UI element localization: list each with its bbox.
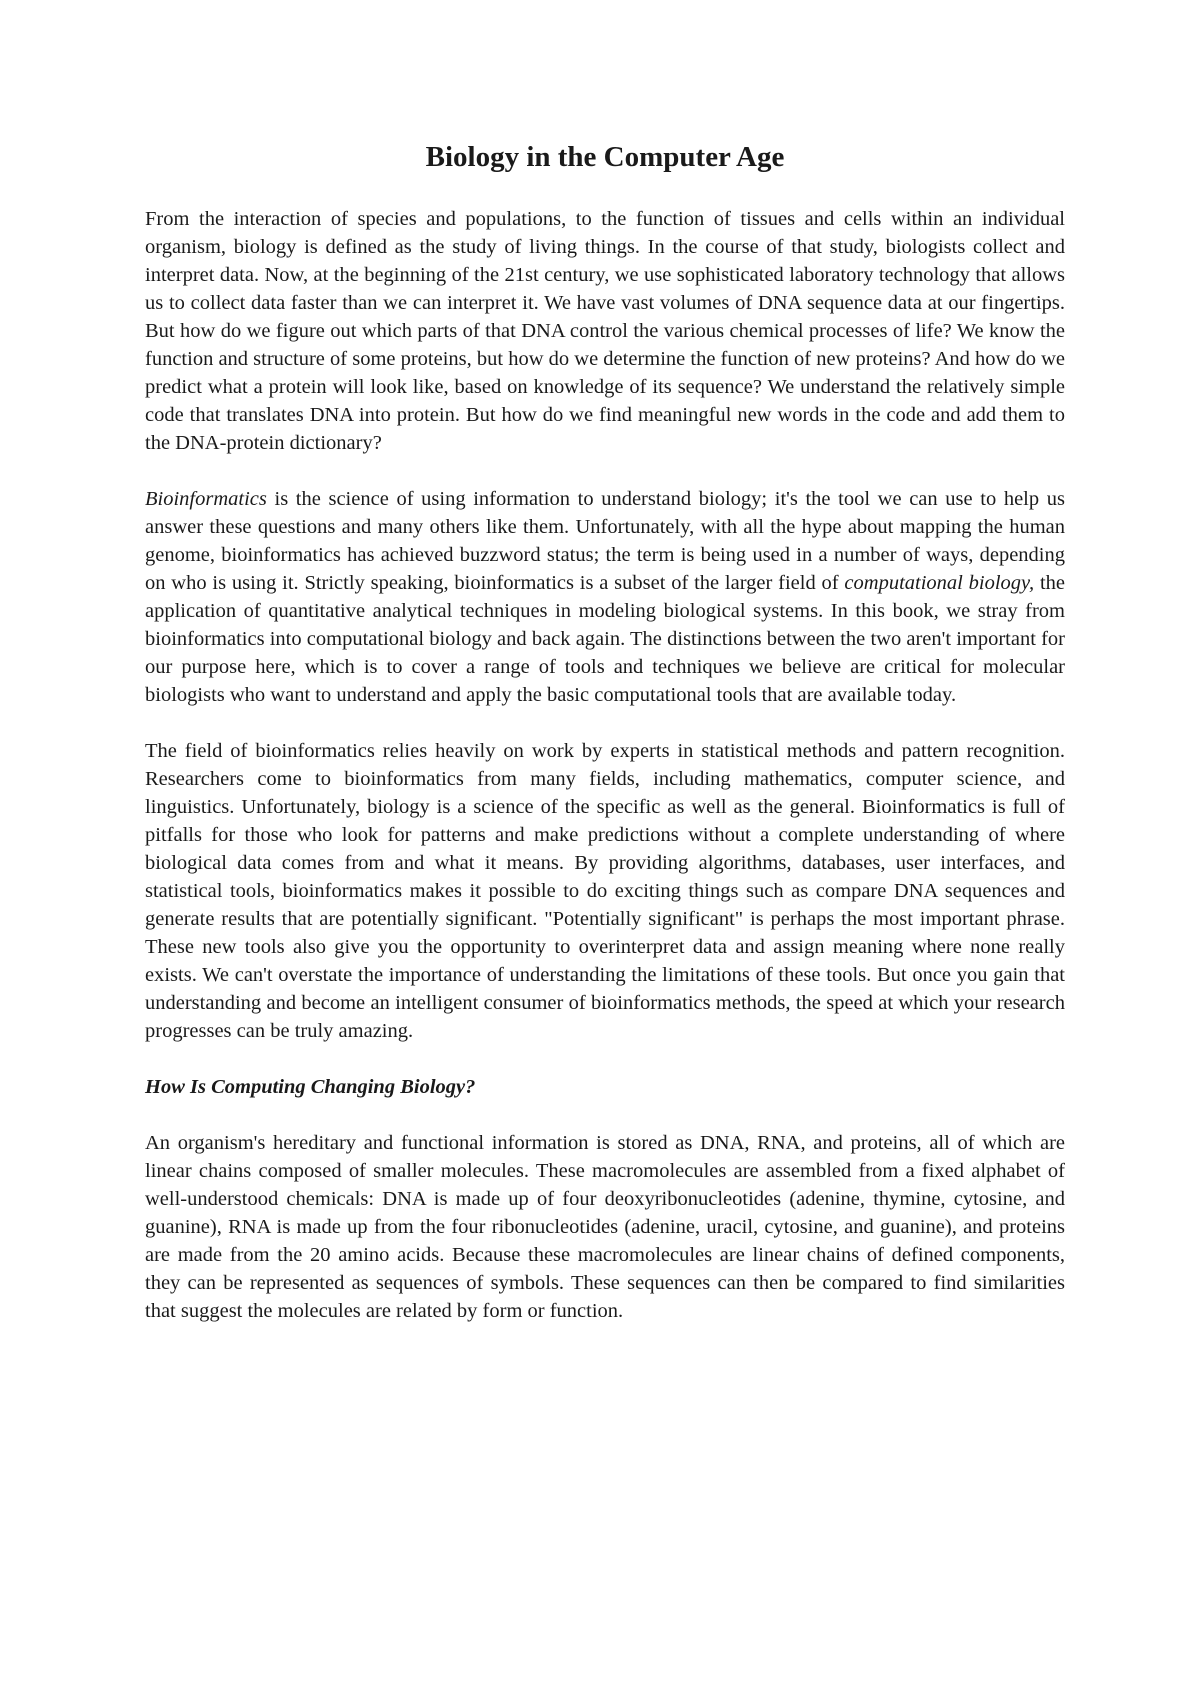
section-heading: How Is Computing Changing Biology? [145, 1075, 476, 1098]
page-title: Biology in the Computer Age [425, 141, 785, 173]
paragraph-computing: An organism's hereditary and functional information is stored as DNA, RNA, and proteins, all of which are linear chains composed of smaller molecules. These macromolecules are assembled from a fixed alphabet of well-understood chemicals: DNA is made up of four deoxyribonucleotides (adenine, thymine, cytosine, and guanine), RNA is made up from the four ribonucleotides (adenine, uracil, cytosine, and guanine), and proteins are made from the 20 amino acids. Because these macromolecules are linear chains of defined components, they can be represented as sequences of symbols. These sequences can then be compared to find similarities that suggest the molecules are related by form or function. [145, 1131, 1065, 1322]
term-bioinformatics: Bioinformatics [145, 487, 267, 510]
document-page [145, 140, 1065, 1325]
paragraph-field: The field of bioinformatics relies heavily on work by experts in statistical methods and pattern recognition. Researchers come to bioinformatics from many fields, including mathematics, computer science, and linguistics. Unfortunately, biology is a science of the specific as well as the general. Bioinformatics is full of pitfalls for those who look for patterns and make predictions without a complete understanding of where biological data comes from and what it means. By providing algorithms, databases, user interfaces, and statistical tools, bioinformatics makes it possible to do exciting things such as compare DNA sequences and generate results that are potentially significant. "Potentially significant" is perhaps the most important phrase. These new tools also give you the opportunity to overinterpret data and assign meaning where none really exists. We can't overstate the importance of understanding the limitations of these tools. But once you gain that understanding and become an intelligent consumer of bioinformatics methods, the speed at which your research progresses can be truly amazing. [145, 739, 1065, 1042]
paragraph-bioinformatics [145, 485, 1065, 709]
paragraph-bioinformatics-text-a: is the science of using information to understand biology; it's the tool we can use to help us answer these questions and many others like them. Unfortunately, with all the hype about mapping the human genome, bioinformatics has achieved buzzword status; the term is being used in a number of ways, depending on who is using it. Strictly speaking, bioinformatics is a subset of the larger field of [145, 487, 1065, 594]
term-computational-biology: computational biology, [844, 571, 1035, 594]
paragraph-bioinformatics-text-b: the application of quantitative analytical techniques in modeling biological systems. In this book, we stray from bioinformatics into computational biology and back again. The distinctions between the two aren't important for our purpose here, which is to cover a range of tools and techniques we believe are critical for molecular biologists who want to understand and apply the basic computational tools that are available today. [145, 571, 1066, 706]
paragraph-intro: From the interaction of species and populations, to the function of tissues and cells within an individual organism, biology is defined as the study of living things. In the course of that study, biologists collect and interpret data. Now, at the beginning of the 21st century, we use sophisticated laboratory technology that allows us to collect data faster than we can interpret it. We have vast volumes of DNA sequence data at our fingertips. But how do we figure out which parts of that DNA control the various chemical processes of life? We know the function and structure of some proteins, but how do we determine the function of new proteins? And how do we predict what a protein will look like, based on knowledge of its sequence? We understand the relatively simple code that translates DNA into protein. But how do we find meaningful new words in the code and add them to the DNA-protein dictionary? [145, 207, 1066, 454]
